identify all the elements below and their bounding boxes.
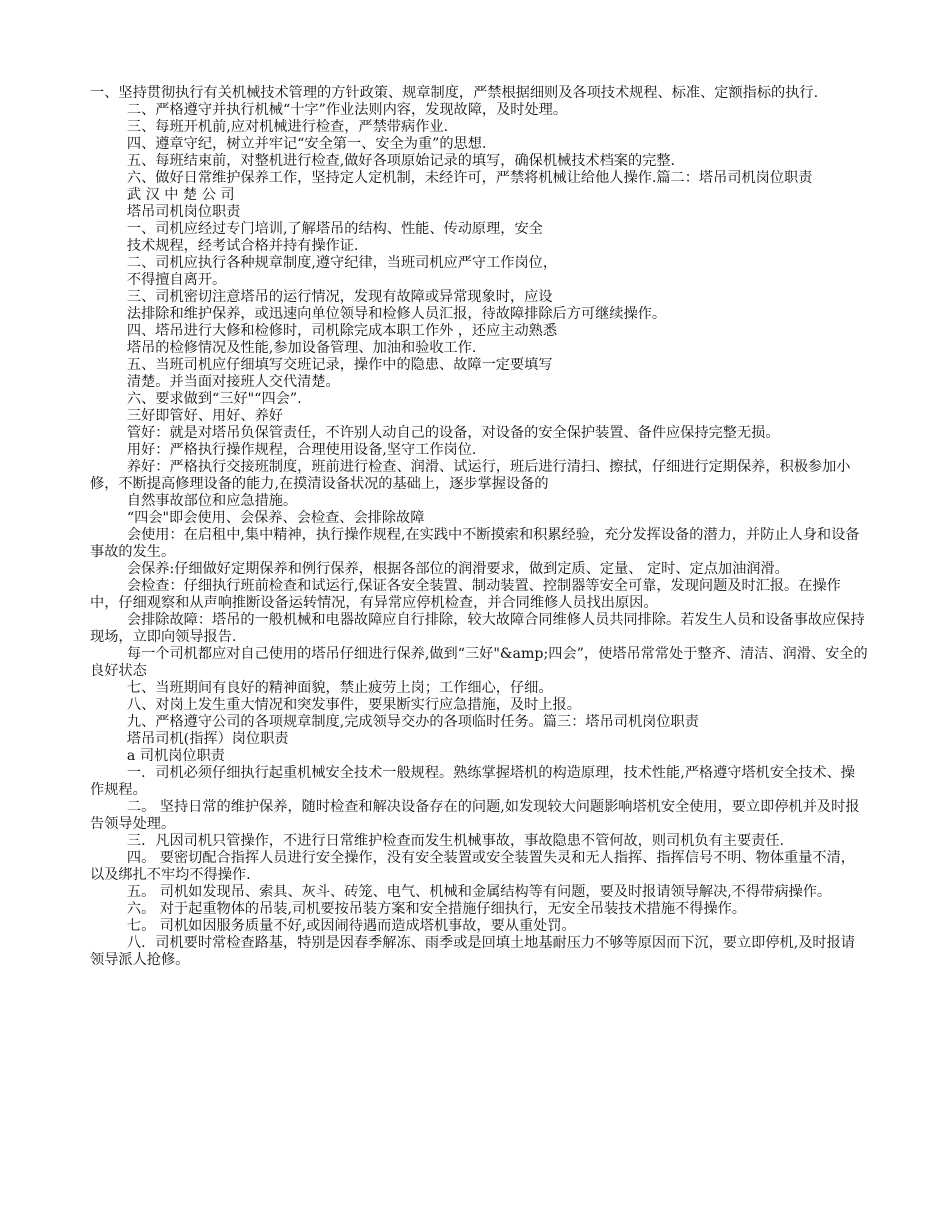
paragraph: a 司机岗位职责	[126, 748, 225, 764]
paragraph: 七。 司机如因服务质量不好,或因闹待遇而造成塔机事故，要从重处罚。	[126, 918, 576, 934]
paragraph: 塔吊的检修情况及性能,参加设备管理、加油和验收工作.	[126, 340, 477, 356]
paragraph: 四。 要密切配合指挥人员进行安全操作，没有安全装置或安全装置失灵和无人指挥、指挥信号不明、物体重量不清，以及绑扎不牢均不得操作.	[90, 850, 855, 883]
paragraph: 三．凡因司机只管操作，不进行日常维护检查而发生机械事故，事故隐患不管何故，则司机负有主要责任.	[126, 833, 785, 849]
paragraph: 武 汉 中 楚 公 司	[126, 187, 235, 203]
paragraph: 九、严格遵守公司的各项规章制度,完成领导交办的各项临时任务。篇三：塔吊司机岗位职责	[126, 714, 699, 730]
paragraph: 七、当班期间有良好的精神面貌，禁止疲劳上岗；工作细心，仔细。	[126, 680, 553, 696]
paragraph: 管好：就是对塔吊负保管责任，不许别人动自己的设备，对设备的安全保护装置、备件应保持完整无损。	[126, 425, 780, 441]
paragraph: 每一个司机都应对自己使用的塔吊仔细进行保养,做到“三好"&amp;四会”，使塔吊常常处于整齐、清洁、润滑、安全的良好状态	[90, 646, 868, 679]
paragraph: 塔吊司机(指挥）岗位职责	[126, 731, 289, 747]
paragraph: 会保养:仔细做好定期保养和例行保养，根据各部位的润滑要求，做到定质、定量、 定时、定点加油润滑。	[126, 561, 789, 577]
paragraph: 塔吊司机岗位职责	[126, 204, 241, 220]
paragraph: 五、当班司机应仔细填写交班记录，操作中的隐患、故障一定要填写	[126, 357, 553, 373]
paragraph: 八、对岗上发生重大情况和突发事件，要果断实行应急措施，及时上报。	[126, 697, 581, 713]
paragraph: 一、坚持贯彻执行有关机械技术管理的方针政策、规章制度，严禁根据细则及各项技术规程、标准、定额指标的执行.	[90, 85, 819, 101]
paragraph: 清楚。并当面对接班人交代清楚。	[126, 374, 340, 390]
paragraph: 二。 坚持日常的维护保养，随时检查和解决设备存在的问题,如发现较大问题影响塔机安全使用，要立即停机并及时报告领导处理。	[90, 799, 860, 832]
paragraph: 五、每班结束前，对整机进行检查,做好各项原始记录的填写，确保机械技术档案的完整.	[126, 153, 676, 169]
paragraph: 五。 司机如发现吊、索具、灰斗、砖笼、电气、机械和金属结构等有问题，要及时报请领导解决,不得带病操作。	[126, 884, 832, 900]
paragraph: 二、司机应执行各种规章制度,遵守纪律，当班司机应严守工作岗位，	[126, 255, 558, 271]
paragraph: 养好：严格执行交接班制度，班前进行检查、润滑、试运行，班后进行清扫、擦拭，仔细进行定期保养，积极参加小修，不断提高修理设备的能力,在摸清设备状况的基础上，逐步掌握设备的	[90, 459, 851, 492]
paragraph: 会检查：仔细执行班前检查和试运行,保证各安全装置、制动装置、控制器等安全可靠，发现问题及时汇报。在操作中，仔细观察和从声响推断设备运转情况，有异常应停机检查，并合同维修人员找出原因。	[90, 578, 841, 611]
paragraph: 法排除和维护保养，或迅速向单位领导和检修人员汇报，待故障排除后方可继续操作。	[126, 306, 667, 322]
paragraph: 不得擅自离开。	[126, 272, 227, 288]
paragraph: 一、司机应经过专门培训,了解塔吊的结构、性能、传动原理，安全	[126, 221, 543, 237]
paragraph: 用好：严格执行操作规程，合理使用设备,坚守工作岗位.	[126, 442, 477, 458]
paragraph: 三好即管好、用好、养好	[126, 408, 283, 424]
paragraph: 会使用：在启租中,集中精神，执行操作规程,在实践中不断摸索和积累经验，充分发挥设备的潜力，并防止人身和设备事故的发生。	[90, 527, 860, 560]
paragraph: 六。 对于起重物体的吊装,司机要按吊装方案和安全措施仔细执行，无安全吊装技术措施不得操作。	[126, 901, 746, 917]
paragraph: 三、每班开机前,应对机械进行检查，严禁带病作业.	[126, 119, 449, 135]
paragraph: 四、塔吊进行大修和检修时，司机除完成本职工作外 ，还应主动熟悉	[126, 323, 558, 339]
paragraph: 一．司机必须仔细执行起重机械安全技术一般规程。熟练掌握塔机的构造原理，技术性能,严格遵守塔机安全技术、操作规程。	[90, 765, 855, 798]
paragraph: 八．司机要时常检查路基，特别是因春季解冻、雨季或是回填土地基耐压力不够等原因而下沉，要立即停机,及时报请领导派人抢修。	[90, 935, 855, 968]
paragraph: 六、要求做到“三好"“四会”.	[126, 391, 302, 407]
paragraph: 二、严格遵守并执行机械“十字”作业法则内容，发现故障，及时处理。	[126, 102, 568, 118]
paragraph: 四、遵章守纪，树立并牢记“安全第一、安全为重”的思想.	[126, 136, 487, 152]
paragraph: 自然事故部位和应急措施。	[126, 493, 298, 509]
paragraph: 三、司机密切注意塔吊的运行情况，发现有故障或异常现象时，应设	[126, 289, 553, 305]
paragraph: 六、做好日常维护保养工作，坚持定人定机制，未经许可，严禁将机械让给他人操作.篇二：塔吊司机岗位职责	[126, 170, 813, 186]
paragraph: 技术规程，经考试合格并持有操作证.	[126, 238, 359, 254]
paragraph: 会排除故障：塔吊的一般机械和电器故障应自行排除，较大故障合同维修人员共同排除。若发生人员和设备事故应保持现场，立即向领导报告.	[90, 612, 865, 645]
document-body	[90, 85, 868, 969]
paragraph: “四会"即会使用、会保养、会检查、会排除故障	[126, 510, 425, 526]
